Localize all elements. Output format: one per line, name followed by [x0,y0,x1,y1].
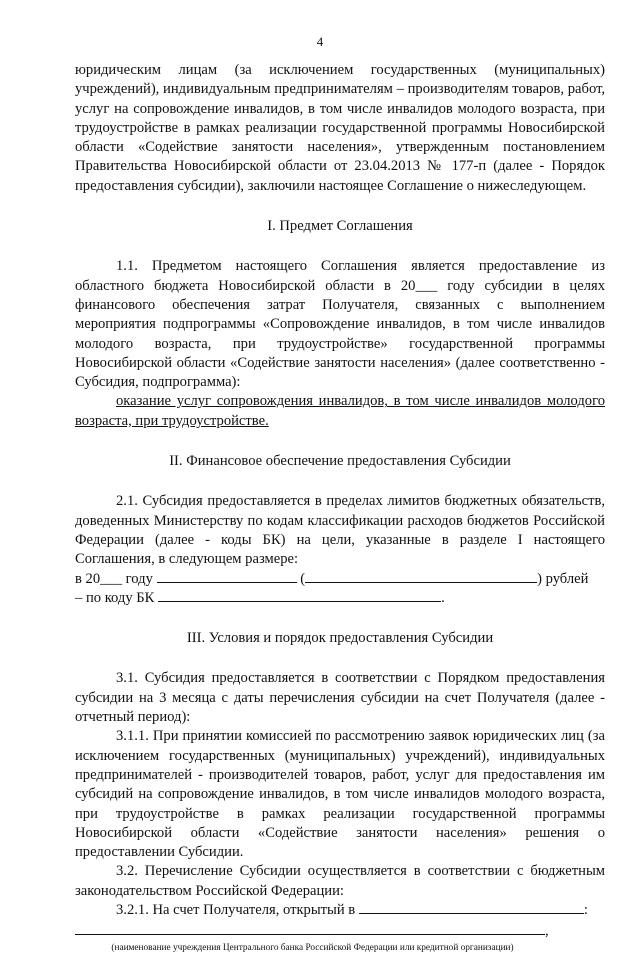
section-3-paragraph-2: 3.1.1. При принятии комиссией по рассмотрению заявок юридических лиц (за исключением государственных (муниципальных) учреждений), индивидуальных предпринимателей - производителей товаров, работ, услуг для предоставления им субсидий на сопровождение инвалидов, в том числе инвалидов молодого возраста, при трудоустройстве в рамках реализации государственной программы Новосибирской области «Содействие занятости населения» решения о предоставлении Субсидии. [75,728,605,861]
section-2-heading: II. Финансовое обеспечение предоставления Субсидии [169,453,511,470]
section-3-paragraph-1: 3.1. Субсидия предоставляется в соответствии с Порядком предоставления субсидии на 3 месяца с даты перечисления субсидии на счет Получателя (далее - отчетный период): [75,670,605,726]
section-1-paragraph-2: оказание услуг сопровождения инвалидов, в том числе инвалидов молодого возраста, при трудоустройстве. [75,393,605,429]
bk-code-label: – по коду БК [75,589,155,606]
bank-name-caption: (наименование учреждения Центрального банка Российской Федерации или кредитной организации) [111,942,514,953]
account-line [75,901,605,920]
section-1-paragraph-1: 1.1. Предметом настоящего Соглашения является предоставление из областного бюджета Новосибирской области в 20___ году субсидии в целях финансового обеспечения затрат Получателя, связанных с выполнением мероприятия подпрограммы «Сопровождение инвалидов, в том числе инвалидов молодого возраста, при трудоустройстве» государственной программы Новосибирской области «Содействие занятости населения» (далее соответственно - Субсидия, подпрограмма): [75,258,605,391]
amount-in-words-field[interactable] [305,570,537,583]
page-number: 4 [316,34,324,49]
bk-code-field[interactable] [158,589,441,602]
bank-name-comma: , [545,923,549,940]
amount-rubles-label: ) рублей [537,570,589,587]
bk-code-line [75,589,605,608]
amount-year-label: в 20___ году [75,570,153,587]
bank-name-line [75,922,605,941]
bank-name-full-field[interactable] [75,922,545,935]
document-body [75,61,605,954]
bk-code-period: . [441,589,445,606]
intro-paragraph: юридическим лицам (за исключением государственных (муниципальных) учреждений), индивидуальным предпринимателям – производителям товаров, работ, услуг на сопровождение инвалидов, в том числе инвалидов молодого возраста, при трудоустройстве в рамках реализации государственной программы Новосибирской области «Содействие занятости населения», утвержденным постановлением Правительства Новосибирской области от 23.04.2013 № 177-п (далее - Порядок предоставления субсидии), заключили настоящее Соглашение о нижеследующем. [75,62,605,194]
section-3-heading: III. Условия и порядок предоставления Субсидии [186,630,494,647]
section-3-paragraph-3: 3.2. Перечисление Субсидии осуществляется в соответствии с бюджетным законодательством Российской Федерации: [75,863,605,899]
section-1-heading: I. Предмет Соглашения [267,218,413,235]
amount-field[interactable] [157,570,297,583]
amount-open-paren: ( [300,570,306,587]
account-colon: : [583,901,588,918]
amount-line [75,570,605,589]
section-2-paragraph-1: 2.1. Субсидия предоставляется в пределах лимитов бюджетных обязательств, доведенных Министерству по кодам классификации расходов бюджетов Российской Федерации (далее - коды БК) на цели, указанные в разделе I настоящего Соглашения, в следующем размере: [75,493,605,568]
bank-name-field[interactable] [359,901,584,914]
account-label: 3.2.1. На счет Получателя, открытый в [116,901,356,918]
